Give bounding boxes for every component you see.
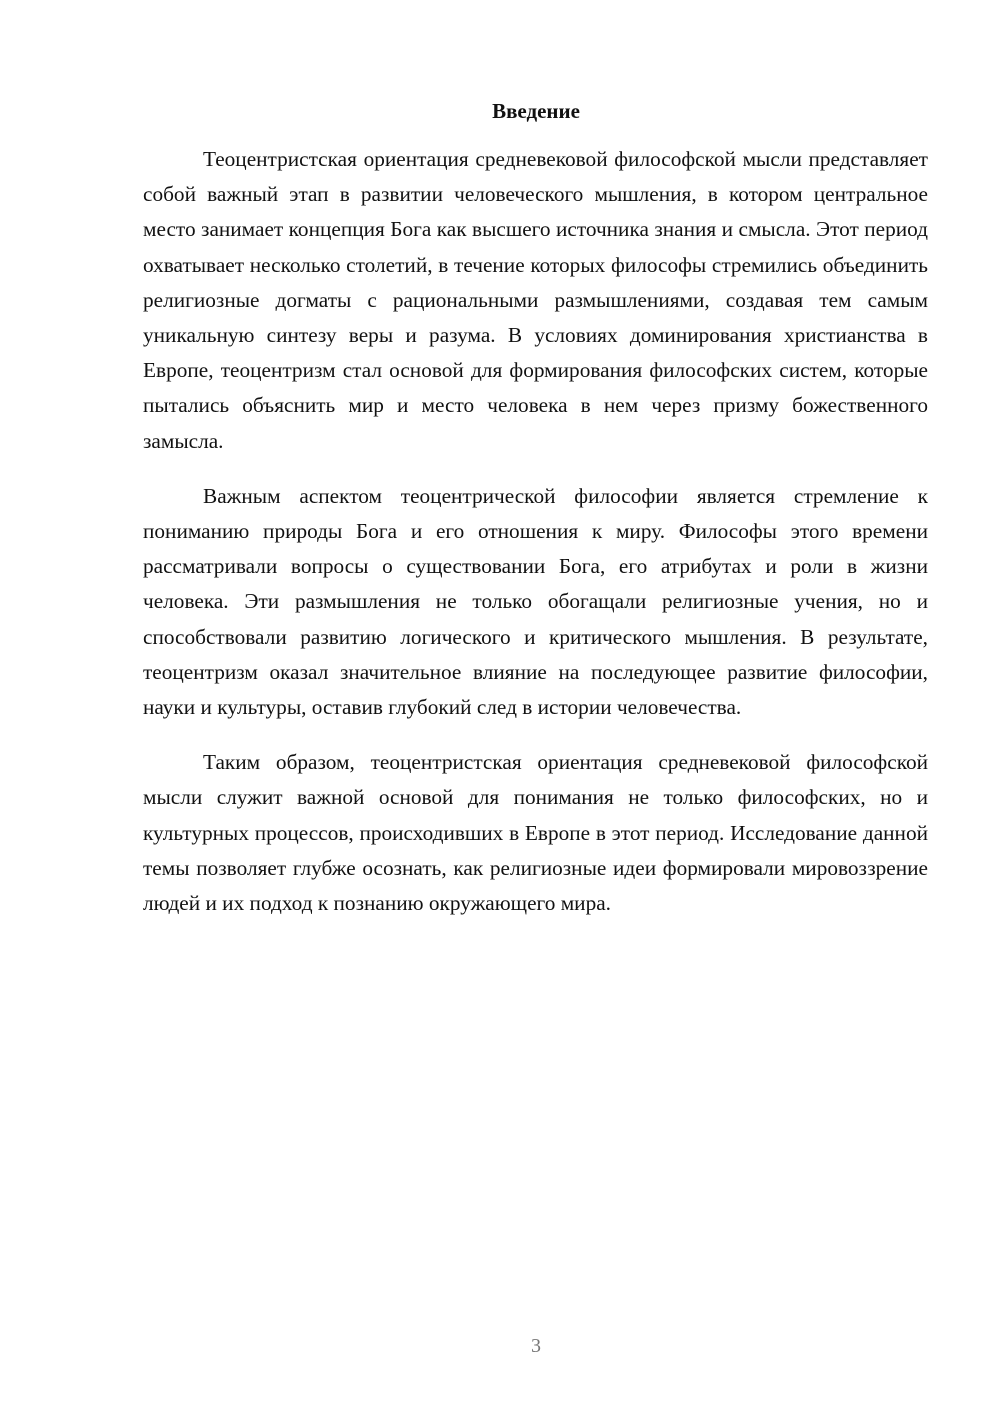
paragraph-2: Важным аспектом теоцентрической философии является стремление к пониманию природы Бога и его отношения к миру. Философы этого времени рассматривали вопросы о существовании Бога, его атрибутах и роли в жизни человека. Эти размышления не только обогащали религиозные учения, но и способствовали развитию логического и критического мышления. В результате, теоцентризм оказал значительное влияние на последующее развитие философии, науки и культуры, оставив глубокий след в истории человечества. [143, 483, 928, 720]
body-text [143, 142, 928, 921]
paragraph-3: Таким образом, теоцентристская ориентация средневековой философской мысли служит важной основой для понимания не только философских, но и культурных процессов, происходивших в Европе в этот период. Исследование данной темы позволяет глубже осознать, как религиозные идеи формировали мировоззрение людей и их подход к познанию окружающего мира. [143, 750, 928, 916]
page-heading: Введение [492, 99, 580, 123]
paragraph-1: Теоцентристская ориентация средневековой философской мысли представляет собой важный этап в развитии человеческого мышления, в котором центральное место занимает концепция Бога как высшего источника знания и смысла. Этот период охватывает несколько столетий, в течение которых философы стремились объединить религиозные догматы с рациональными размышлениями, создавая тем самым уникальную синтезу веры и разума. В условиях доминирования христианства в Европе, теоцентризм стал основой для формирования философских систем, которые пытались объяснить мир и место человека в нем через призму божественного замысла. [143, 147, 928, 453]
page-number: 3 [531, 1335, 541, 1357]
